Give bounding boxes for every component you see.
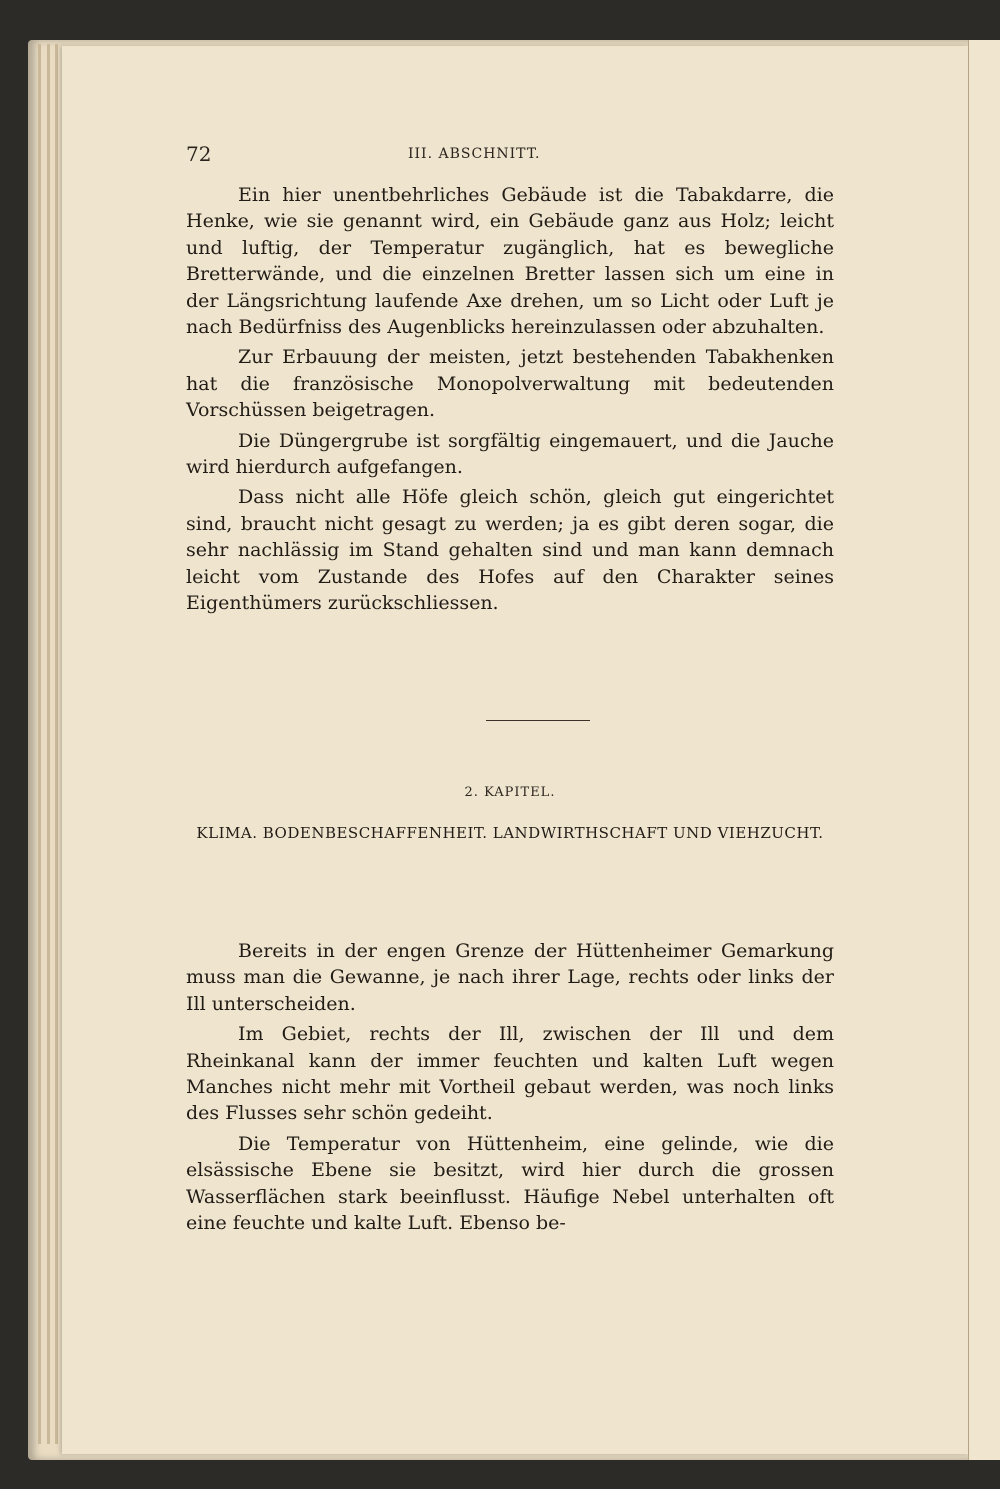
page-header bbox=[186, 142, 834, 172]
chapter-title: KLIMA. BODENBESCHAFFENHEIT. LANDWIRTHSCHAFT UND VIEHZUCHT. bbox=[196, 824, 824, 842]
paragraph: Die Düngergrube ist sorgfältig eingemauert, und die Jauche wird hierdurch aufgefangen. bbox=[186, 429, 834, 479]
running-title: III. ABSCHNITT. bbox=[408, 146, 541, 162]
page-edge bbox=[38, 44, 41, 1444]
paragraph: Zur Erbauung der meisten, jetzt bestehenden Tabakhenken hat die französische Monopolverwaltung mit bedeutenden Vorschüssen beigetragen. bbox=[186, 346, 834, 422]
paragraph: Die Temperatur von Hüttenheim, eine gelinde, wie die elsässische Ebene sie besitzt, wird hier durch die grossen Wasserflächen stark beeinflusst. Häufige Nebel unterhalten oft eine feuchte und kalte Luft. Ebenso be- bbox=[186, 1132, 834, 1235]
section-one-text bbox=[186, 182, 834, 621]
paragraph: Im Gebiet, rechts der Ill, zwischen der Ill und dem Rheinkanal kann der immer feuchten und kalten Luft wegen Manches nicht mehr mit Vortheil gebaut werden, was noch links des Flusses sehr schön gedeiht. bbox=[186, 1023, 834, 1125]
paragraph: Bereits in der engen Grenze der Hüttenheimer Gemarkung muss man die Gewanne, je nach ihrer Lage, rechts oder links der Ill unterscheiden. bbox=[186, 940, 834, 1015]
section-divider bbox=[486, 720, 590, 721]
section-two-text bbox=[186, 938, 834, 1240]
page-number: 72 bbox=[186, 142, 212, 166]
paragraph: Dass nicht alle Höfe gleich schön, gleich gut eingerichtet sind, braucht nicht gesagt zu werden; ja es gibt deren sogar, die sehr nachlässig im Stand gehalten sind und man kann demnach leicht vom Zustande des Hofes auf den Charakter seines Eigenthümers zurückschliessen. bbox=[186, 486, 834, 615]
facing-page-edge bbox=[968, 40, 1000, 1460]
page-edge bbox=[47, 44, 50, 1444]
page-edge bbox=[55, 44, 58, 1444]
chapter-label: 2. KAPITEL. bbox=[464, 785, 556, 800]
paragraph: Ein hier unentbehrliches Gebäude ist die Tabakdarre, die Henke, wie sie genannt wird, ein Gebäude ganz aus Holz; leicht und luftig, der Temperatur zugänglich, hat es bewegliche Bretterwände, und die einzelnen Bretter lassen sich um eine in der Längsrichtung laufende Axe drehen, um so Licht oder Luft je nach Bedürfniss des Augenblicks hereinzulassen oder abzuhalten. bbox=[186, 184, 834, 339]
